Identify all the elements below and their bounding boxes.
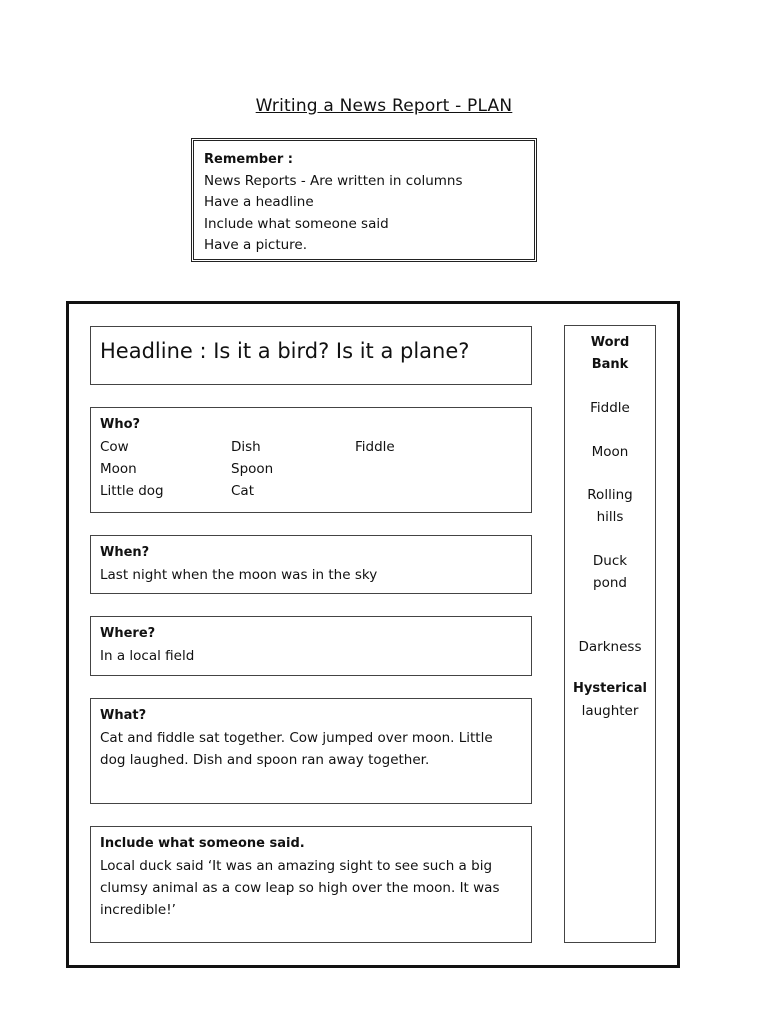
- word-bank-word: Duck: [592, 553, 628, 569]
- when-box: [90, 535, 532, 594]
- what-line: Cat and fiddle sat together. Cow jumped over moon. Little: [100, 730, 493, 746]
- quote-box: [90, 826, 532, 943]
- when-label: When?: [100, 545, 150, 560]
- who-box: [90, 407, 532, 513]
- word-bank-title: Word: [590, 335, 630, 350]
- word-bank-word: Fiddle: [590, 400, 630, 416]
- quote-line: Local duck said ‘It was an amazing sight to see such a big: [100, 858, 493, 874]
- who-name: Spoon: [231, 461, 274, 477]
- word-bank-word: laughter: [581, 703, 639, 719]
- where-label: Where?: [100, 626, 156, 641]
- remember-line: Have a picture.: [204, 237, 308, 253]
- what-label: What?: [100, 708, 147, 723]
- remember-line: Have a headline: [204, 194, 314, 210]
- headline-box: [90, 326, 532, 385]
- quote-line: incredible!’: [100, 902, 176, 918]
- who-name: Little dog: [100, 483, 164, 499]
- remember-box: [191, 138, 537, 262]
- who-name: Dish: [231, 439, 261, 455]
- word-bank-word: pond: [593, 575, 627, 591]
- when-text: Last night when the moon was in the sky: [100, 567, 378, 583]
- what-line: dog laughed. Dish and spoon ran away together.: [100, 752, 430, 768]
- what-box: [90, 698, 532, 804]
- word-bank-word: Rolling: [587, 487, 633, 503]
- word-bank: [564, 325, 656, 943]
- remember-heading: Remember :: [204, 152, 293, 167]
- word-bank-title: Bank: [591, 357, 629, 372]
- remember-line: Include what someone said: [204, 215, 389, 232]
- quote-label: Include what someone said.: [100, 836, 305, 851]
- who-label: Who?: [100, 417, 141, 432]
- word-bank-word: Moon: [591, 444, 629, 460]
- who-name: Moon: [100, 461, 137, 477]
- word-bank-word: hills: [596, 509, 624, 525]
- who-name: Fiddle: [355, 439, 395, 455]
- word-bank-word: Darkness: [578, 639, 642, 655]
- quote-line: clumsy animal as a cow leap so high over the moon. It was: [100, 880, 500, 896]
- remember-line: News Reports - Are written in columns: [204, 172, 463, 189]
- who-name: Cow: [100, 439, 129, 455]
- who-name: Cat: [231, 483, 254, 499]
- who-names: [100, 436, 522, 502]
- word-bank-word: Hysterical: [573, 681, 647, 696]
- page-title: Writing a News Report - PLAN: [255, 96, 513, 116]
- where-box: [90, 616, 532, 676]
- headline-text: Headline : Is it a bird? Is it a plane?: [100, 339, 470, 363]
- where-text: In a local field: [100, 648, 195, 664]
